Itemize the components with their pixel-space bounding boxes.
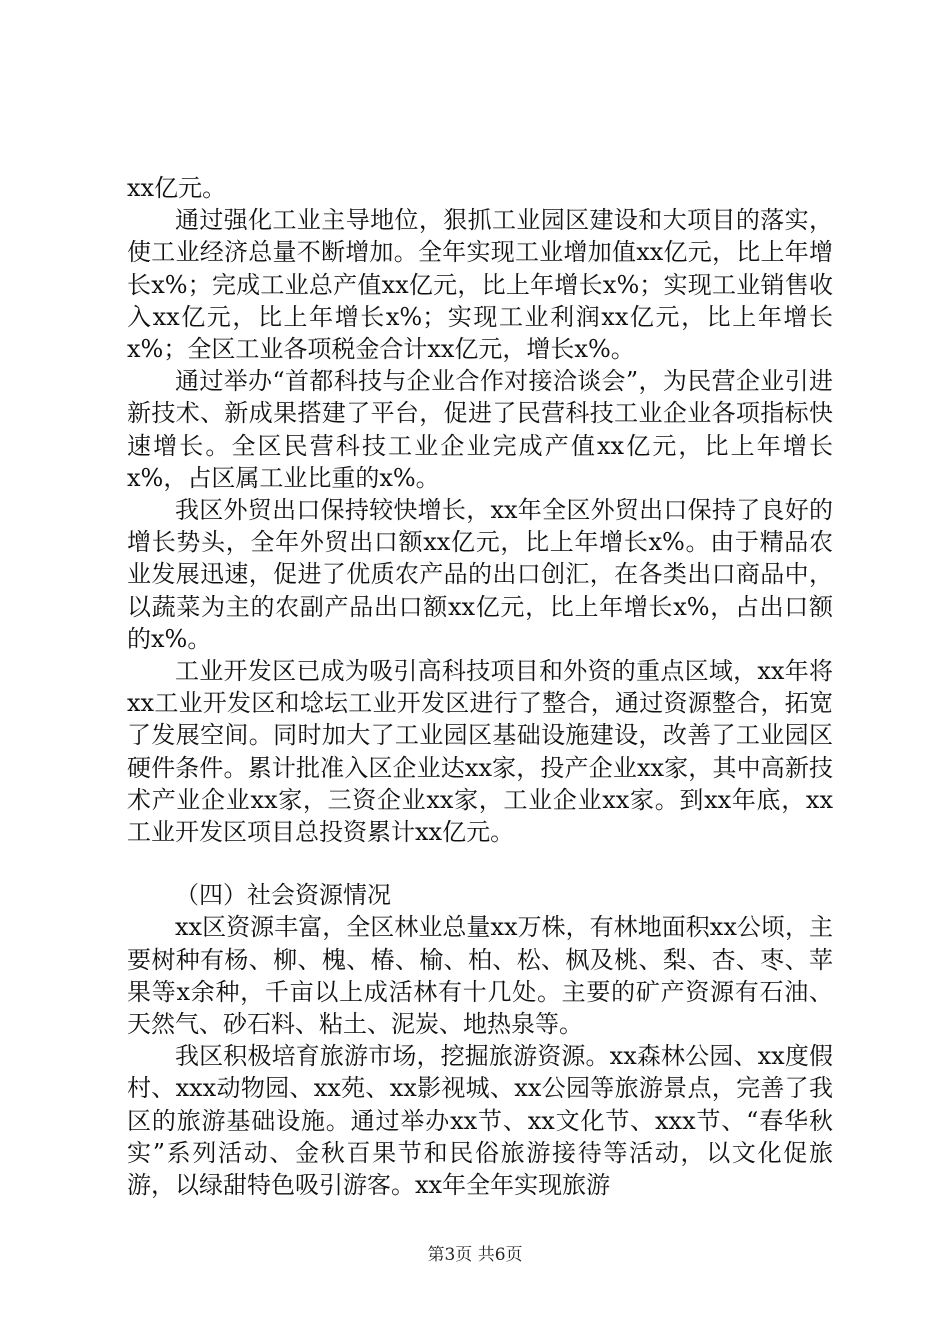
paragraph-private-tech: 通过举办“首都科技与企业合作对接洽谈会”，为民营企业引进新技术、新成果搭建了平台，促进了民营科技工业企业各项指标快速增长。全区民营科技工业企业完成产值xx亿元，比上年增长x%，占区属工业比重的x%。	[127, 367, 833, 492]
paragraph-continuation: xx亿元。	[127, 174, 227, 202]
section-heading: （四）社会资源情况	[175, 881, 391, 910]
paragraph-industry: 通过强化工业主导地位，狠抓工业园区建设和大项目的落实，使工业经济总量不断增加。全年实现工业增加值xx亿元，比上年增长x%；完成工业总产值xx亿元，比上年增长x%；实现工业销售收入xx亿元，比上年增长x%；实现工业利润xx亿元，比上年增长x%；全区工业各项税金合计xx亿元，增长x%。	[127, 206, 833, 364]
paragraph-foreign-trade: 我区外贸出口保持较快增长，xx年全区外贸出口保持了良好的增长势头，全年外贸出口额xx亿元，比上年增长x%。由于精品农业发展迅速，促进了优质农产品的出口创汇，在各类出口商品中，以蔬菜为主的农副产品出口额xx亿元，比上年增长x%，占出口额的x%。	[127, 496, 833, 653]
page-number-footer: 第3页 共6页	[427, 1245, 523, 1265]
paragraph-development-zone: 工业开发区已成为吸引高科技项目和外资的重点区域，xx年将xx工业开发区和埝坛工业开发区进行了整合，通过资源整合，拓宽了发展空间。同时加大了工业园区基础设施建设，改善了工业园区硬件条件。累计批准入区企业达xx家，投产企业xx家，其中高新技术产业企业xx家，三资企业xx家，工业企业xx家。到xx年底，xx工业开发区项目总投资累计xx亿元。	[127, 657, 833, 847]
paragraph-tourism: 我区积极培育旅游市场，挖掘旅游资源。xx森林公园、xx度假村、xxx动物园、xx苑、xx影视城、xx公园等旅游景点，完善了我区的旅游基础设施。通过举办xx节、xx文化节、xxx节、“春华秋实”系列活动、金秋百果节和民俗旅游接待等活动，以文化促旅游，以绿甜特色吸引游客。xx年全年实现旅游	[127, 1042, 833, 1200]
paragraph-natural-resources: xx区资源丰富，全区林业总量xx万株，有林地面积xx公顷，主要树种有杨、柳、槐、椿、榆、柏、松、枫及桃、梨、杏、枣、苹果等x余种，千亩以上成活林有十几处。主要的矿产资源有石油、天然气、砂石料、粘土、泥炭、地热泉等。	[127, 913, 833, 1039]
document-body	[127, 172, 833, 1201]
